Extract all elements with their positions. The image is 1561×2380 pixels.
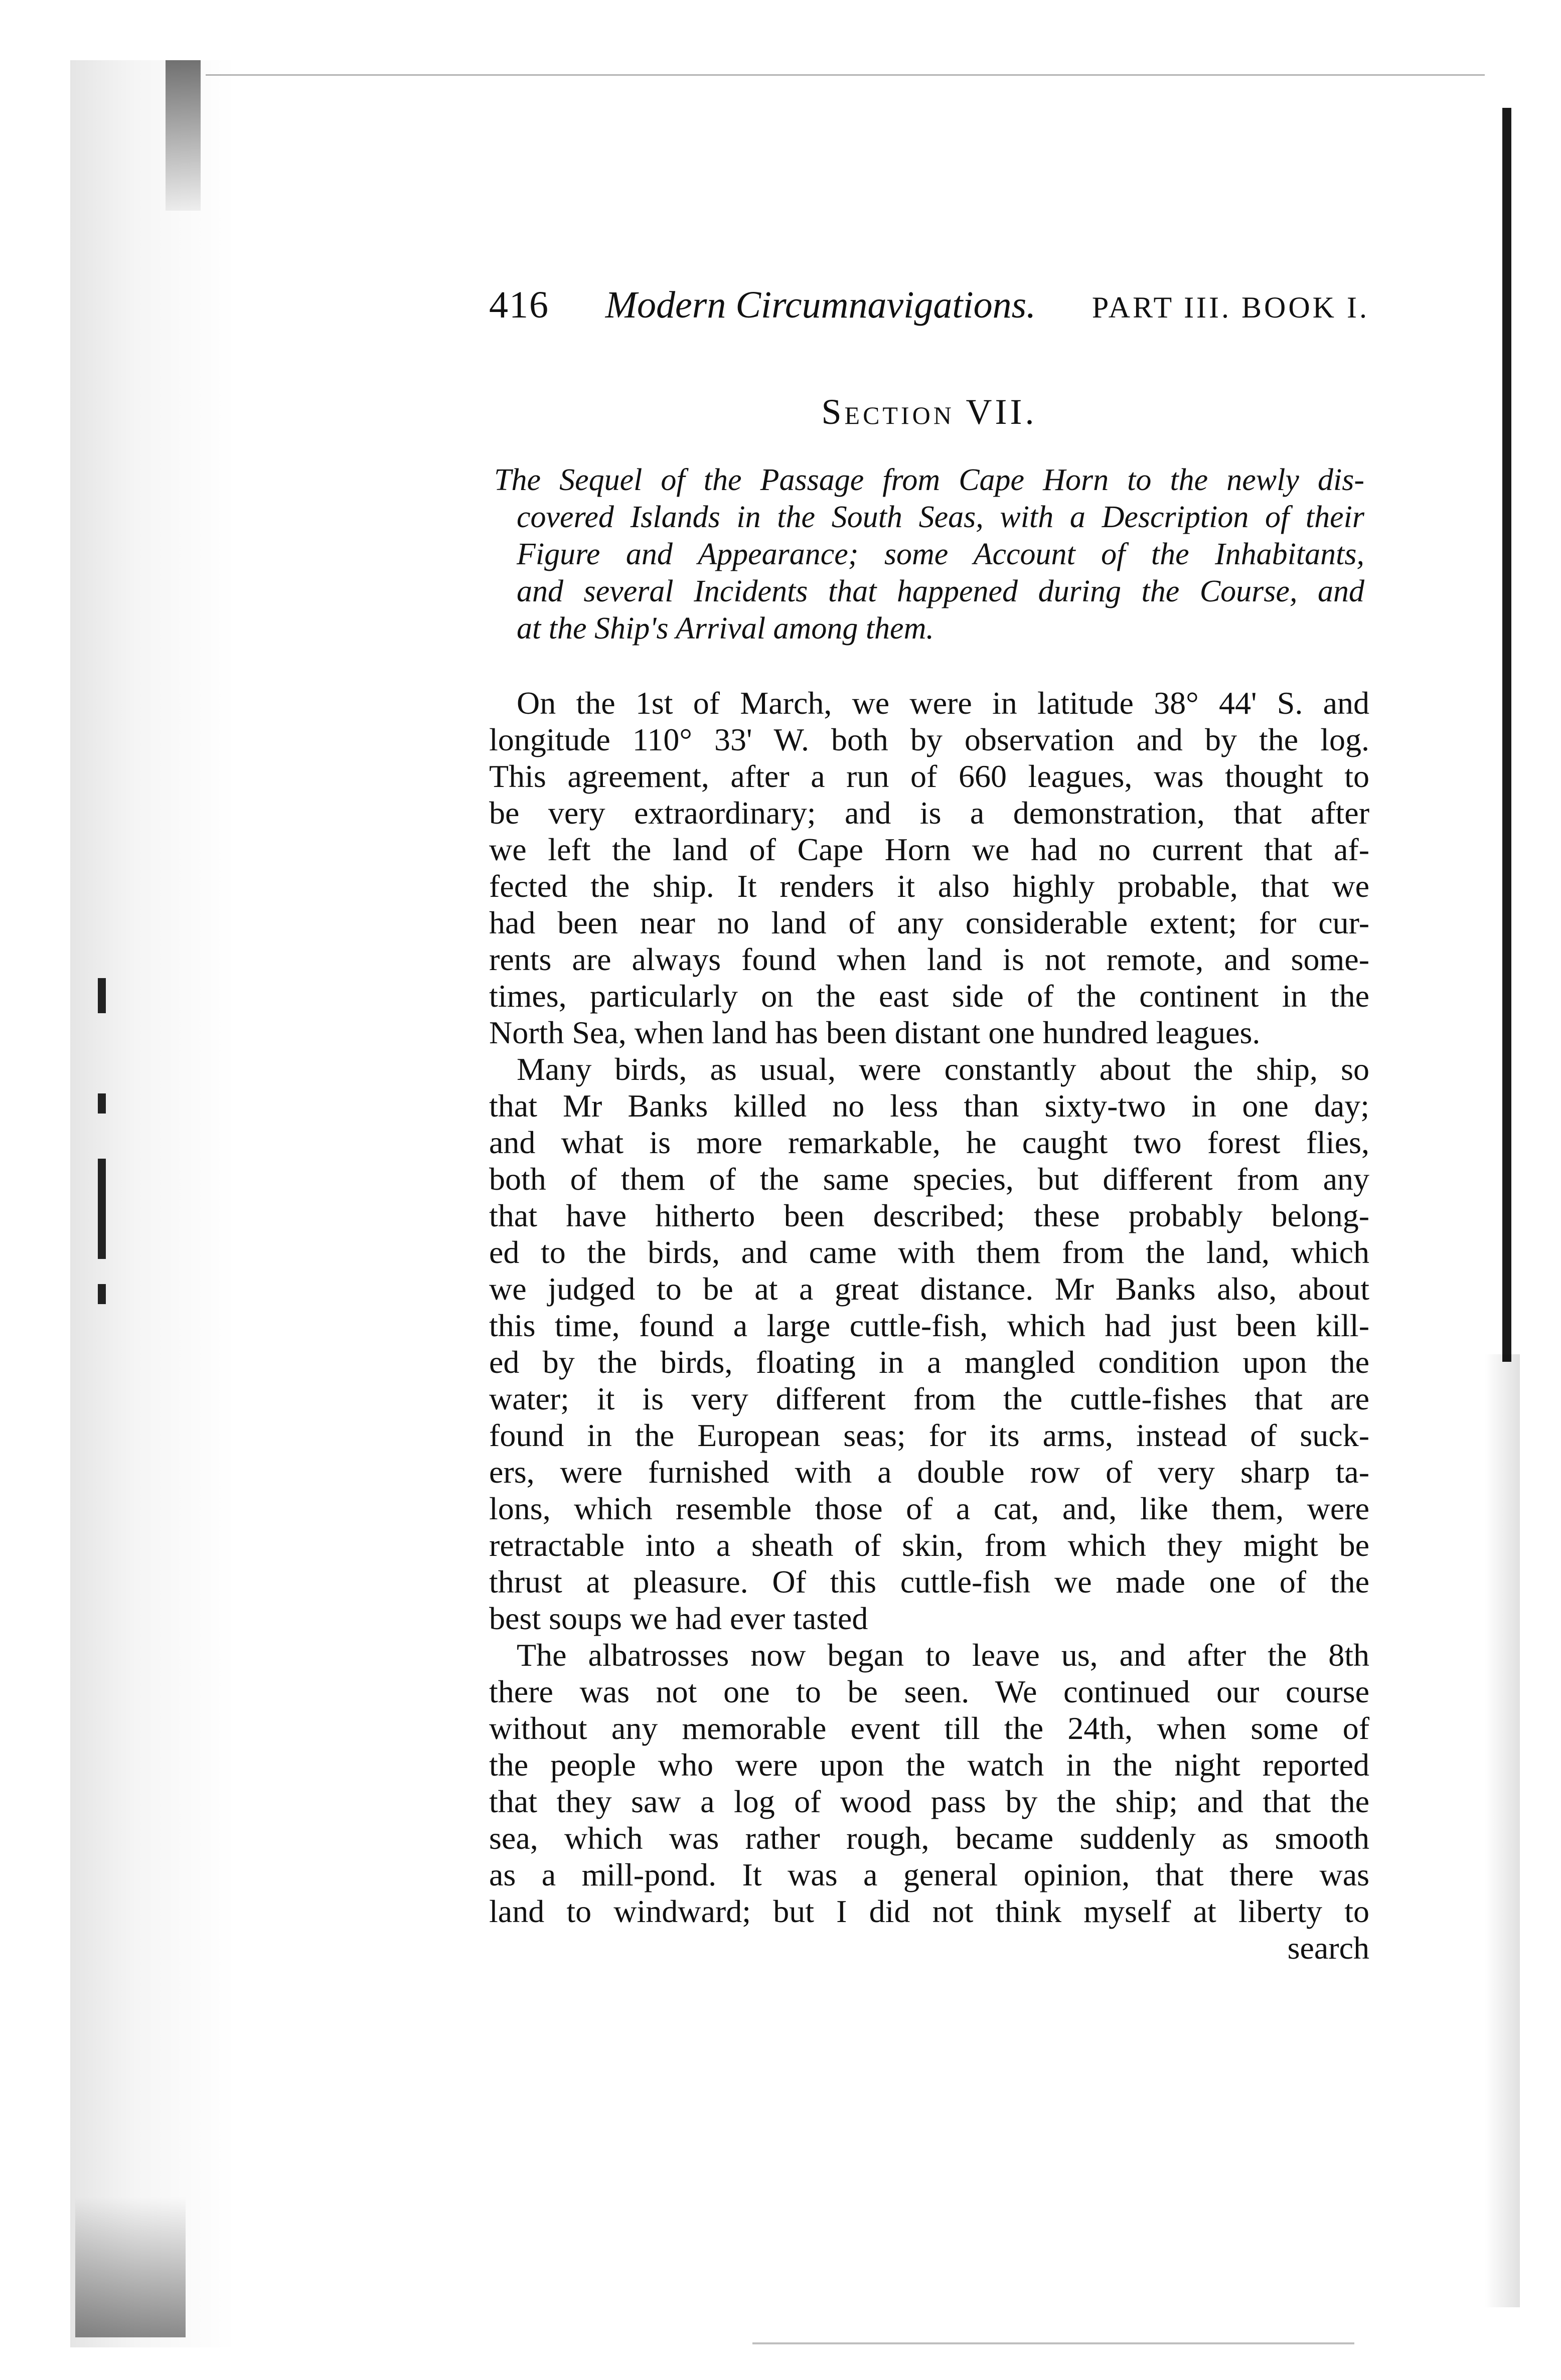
text-line: land to windward; but I did not think myself at liberty to <box>489 1893 1369 1929</box>
text-line: as a mill-pond. It was a general opinion, that there was <box>489 1857 1369 1892</box>
text-line: ers, were furnished with a double row of very sharp ta- <box>489 1454 1369 1490</box>
running-head <box>489 283 1369 329</box>
text-line: rents are always found when land is not remote, and some- <box>489 941 1369 977</box>
summary-line: covered Islands in the South Seas, with a Description of their <box>517 500 1364 534</box>
text-line: we judged to be at a great distance. Mr Banks also, about <box>489 1271 1369 1307</box>
scan-mark <box>98 1284 106 1304</box>
text-line: be very extraordinary; and is a demonstration, that after <box>489 795 1369 831</box>
scan-mark <box>98 1159 106 1259</box>
text-line: that Mr Banks killed no less than sixty-two in one day; <box>489 1088 1369 1124</box>
text-line: Many birds, as usual, were constantly about the ship, so <box>517 1051 1369 1087</box>
scan-shadow-top-left <box>166 60 201 211</box>
page-number: 416 <box>489 284 549 326</box>
text-line: that they saw a log of wood pass by the ship; and that the <box>489 1784 1369 1819</box>
paragraph <box>489 1051 1369 1637</box>
text-line: without any memorable event till the 24th, when some of <box>489 1710 1369 1746</box>
text-line: had been near no land of any considerable extent; for cur- <box>489 905 1369 940</box>
text-line: water; it is very different from the cuttle-fishes that are <box>489 1381 1369 1416</box>
summary-line: Figure and Appearance; some Account of the Inhabitants, <box>517 537 1364 571</box>
body-text <box>489 685 1369 1966</box>
text-line: retractable into a sheath of skin, from which they might be <box>489 1527 1369 1563</box>
text-line: This agreement, after a run of 660 leagues, was thought to <box>489 758 1369 794</box>
text-line: and what is more remarkable, he caught two forest flies, <box>489 1125 1369 1160</box>
summary-line: and several Incidents that happened during the Course, and <box>517 574 1364 608</box>
scan-shadow-bottom-left <box>75 2197 186 2337</box>
text-line: North Sea, when land has been distant one hundred leagues. <box>489 1015 1261 1050</box>
scan-shadow-right <box>1485 1354 1520 2307</box>
text-line: fected the ship. It renders it also highly probable, that we <box>489 868 1369 904</box>
text-line: sea, which was rather rough, became suddenly as smooth <box>489 1820 1369 1856</box>
catchword: search <box>1287 1930 1369 1966</box>
scan-right-bar <box>1502 108 1511 1362</box>
text-line: longitude 110° 33' W. both by observation and by the log. <box>489 722 1369 757</box>
text-line: that have hitherto been described; these probably belong- <box>489 1198 1369 1233</box>
running-title: Modern Circumnavigations. <box>605 284 1036 326</box>
section-heading: Section VII. <box>821 392 1037 432</box>
scan-shadow-left <box>70 60 236 2347</box>
text-line: ed to the birds, and came with them from the land, which <box>489 1234 1369 1270</box>
part-label: PART III. BOOK I. <box>1091 291 1369 324</box>
text-line: lons, which resemble those of a cat, and, like them, were <box>489 1491 1369 1526</box>
text-line: On the 1st of March, we were in latitude 38° 44' S. and <box>517 685 1369 721</box>
scan-mark <box>98 978 106 1013</box>
scan-mark <box>98 1093 106 1114</box>
text-line: found in the European seas; for its arms, instead of suck- <box>489 1417 1369 1453</box>
paragraph <box>489 685 1369 1051</box>
text-line: we left the land of Cape Horn we had no current that af- <box>489 832 1369 867</box>
text-line: ed by the birds, floating in a mangled condition upon the <box>489 1344 1369 1380</box>
scan-top-rule <box>206 74 1485 76</box>
text-line: the people who were upon the watch in the night reported <box>489 1747 1369 1783</box>
text-line: thrust at pleasure. Of this cuttle-fish we made one of the <box>489 1564 1369 1600</box>
text-line: The albatrosses now began to leave us, and after the 8th <box>517 1637 1369 1673</box>
text-line: this time, found a large cuttle-fish, which had just been kill- <box>489 1308 1369 1343</box>
section-summary <box>494 461 1364 647</box>
text-line: times, particularly on the east side of the continent in the <box>489 978 1369 1014</box>
summary-line: The Sequel of the Passage from Cape Horn to the newly dis- <box>494 463 1364 497</box>
text-line: there was not one to be seen. We continued our course <box>489 1674 1369 1709</box>
text-line: both of them of the same species, but different from any <box>489 1161 1369 1197</box>
scan-bottom-rule <box>752 2342 1354 2344</box>
paragraph <box>489 1637 1369 1930</box>
summary-line: at the Ship's Arrival among them. <box>517 611 934 646</box>
text-line: best soups we had ever tasted <box>489 1601 868 1636</box>
